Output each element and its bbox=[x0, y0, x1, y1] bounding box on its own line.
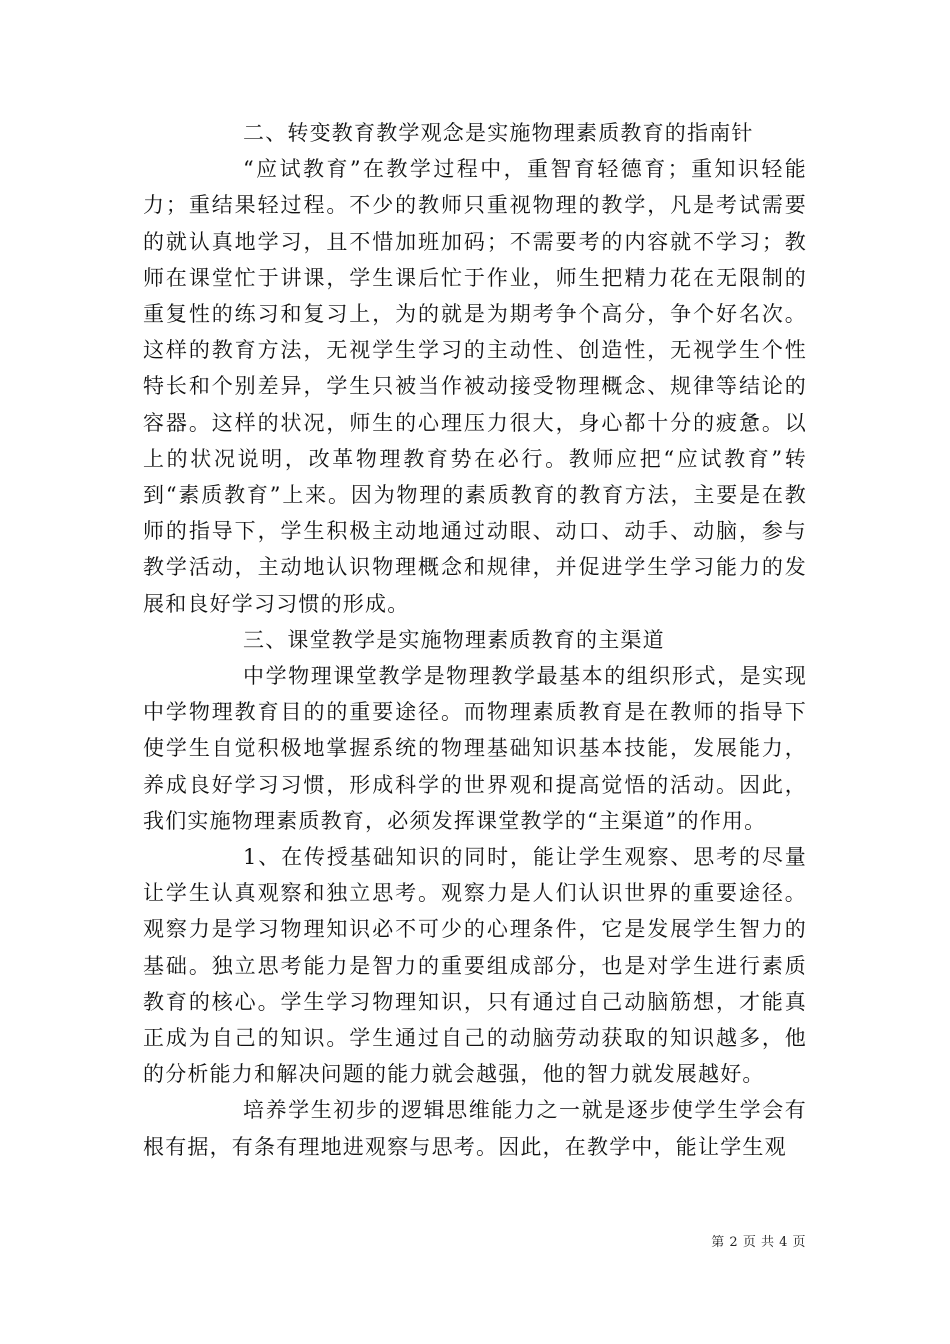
document-body bbox=[143, 115, 807, 1165]
section-heading: 二、转变教育教学观念是实施物理素质教育的指南针 bbox=[243, 121, 754, 145]
body-paragraph: 培养学生初步的逻辑思维能力之一就是逐步使学生学会有根有据，有条有理地进观察与思考。因此，在教学中，能让学生观 bbox=[143, 1098, 807, 1159]
body-paragraph: 1、在传授基础知识的同时，能让学生观察、思考的尽量让学生认真观察和独立思考。观察力是人们认识世界的重要途径。观察力是学习物理知识必不可少的心理条件，它是发展学生智力的基础。独立思考能力是智力的重要组成部分，也是对学生进行素质教育的核心。学生学习物理知识，只有通过自己动脑筋想，才能真正成为自己的知识。学生通过自己的动脑劳动获取的知识越多，他的分析能力和解决问题的能力就会越强，他的智力就发展越好。 bbox=[143, 845, 807, 1087]
body-paragraph: “应试教育”在教学过程中，重智育轻德育；重知识轻能力；重结果轻过程。不少的教师只重视物理的教学，凡是考试需要的就认真地学习，且不惜加班加码；不需要考的内容就不学习；教师在课堂忙于讲课，学生课后忙于作业，师生把精力花在无限制的重复性的练习和复习上，为的就是为期考争个高分，争个好名次。这样的教育方法，无视学生学习的主动性、创造性，无视学生个性特长和个别差异，学生只被当作被动接受物理概念、规律等结论的容器。这样的状况，师生的心理压力很大，身心都十分的疲惫。以上的状况说明，改革物理教育势在必行。教师应把“应试教育”转到“素质教育”上来。因为物理的素质教育的教育方法，主要是在教师的指导下，学生积极主动地通过动眼、动口、动手、动脑，参与教学活动，主动地认识物理概念和规律，并促进学生学习能力的发展和良好学习习惯的形成。 bbox=[143, 157, 807, 616]
body-paragraph: 中学物理课堂教学是物理教学最基本的组织形式，是实现中学物理教育目的的重要途径。而物理素质教育是在教师的指导下使学生自觉积极地掌握系统的物理基础知识基本技能，发展能力，养成良好学习习惯，形成科学的世界观和提高觉悟的活动。因此，我们实施物理素质教育，必须发挥课堂教学的“主渠道”的作用。 bbox=[143, 664, 807, 833]
section-heading: 三、课堂教学是实施物理素质教育的主渠道 bbox=[243, 627, 665, 652]
page-footer: 第 2 页 共 4 页 bbox=[711, 1235, 806, 1250]
